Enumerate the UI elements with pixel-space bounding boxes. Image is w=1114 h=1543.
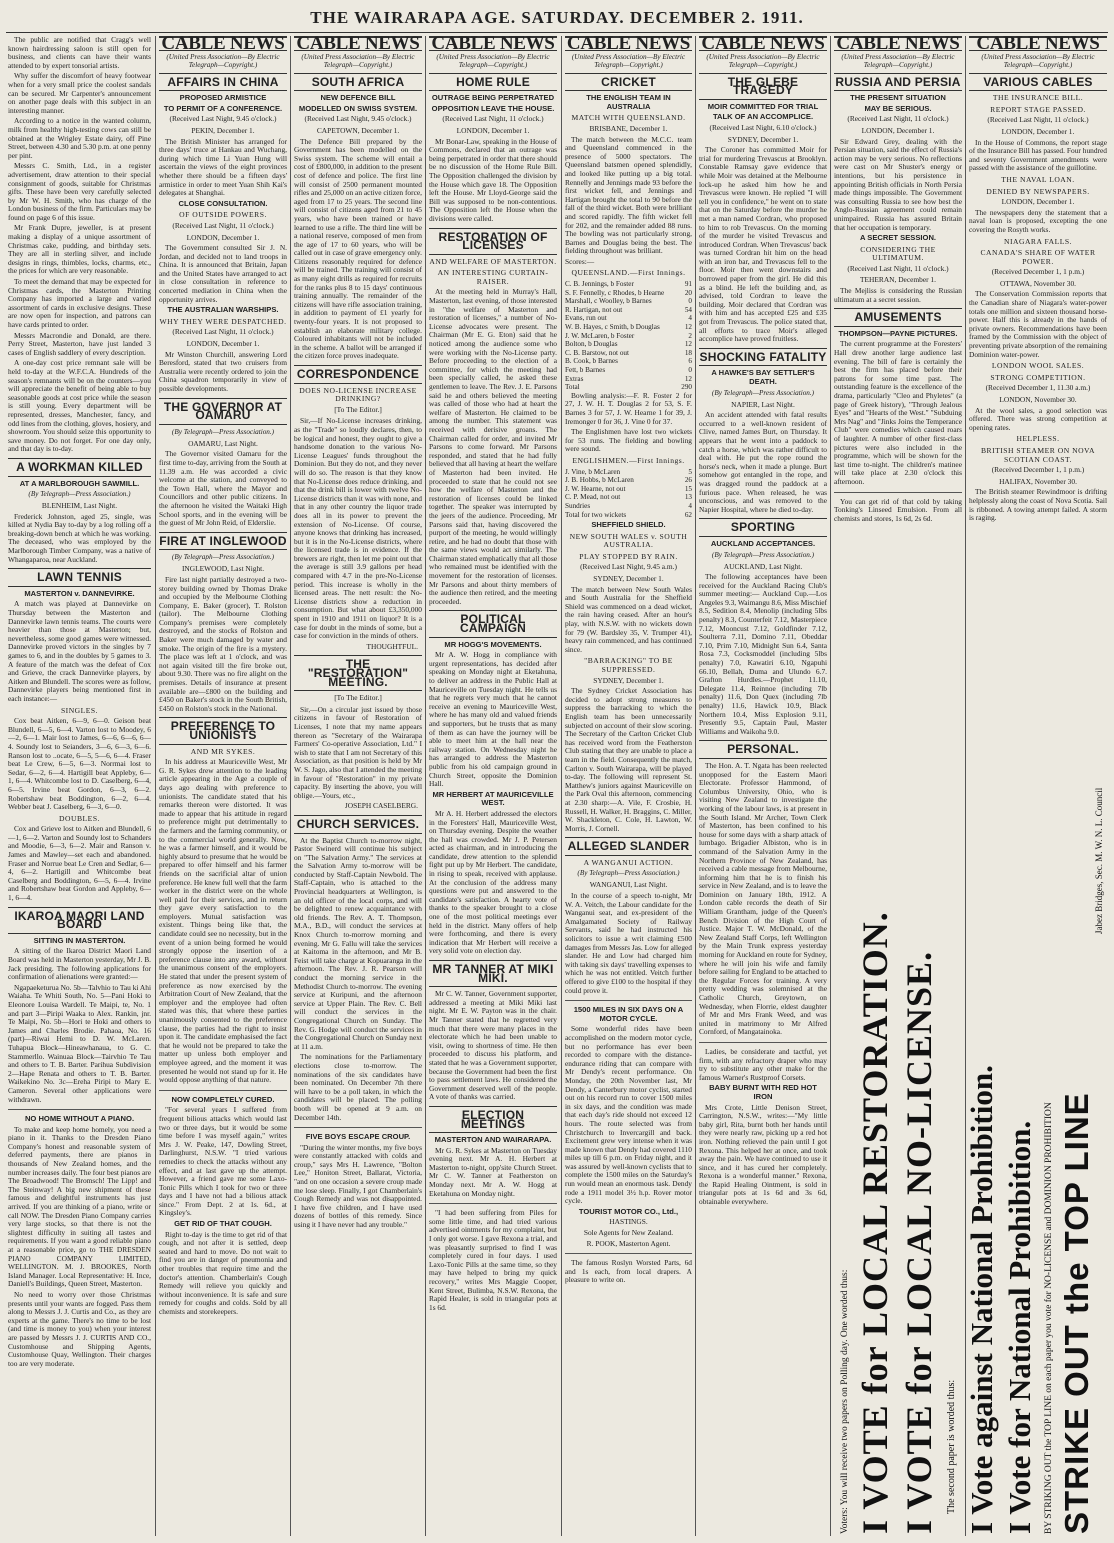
article-body: The Defence Bill prepared by the Government has been modelled on the Swiss system. The scheme will entail a cost of £800,000, in addition to the present cost of defence and police. The first line will consist of 2500 permanent mounted rifles and 25,000 on an active citizen force, aged from 17 to 25 years. The second line will consist of citizens aged from 21 to 45 years, who have been trained or have learned to use a rifle. The third line will be a national reserve, composed of men from the age of 17 to 60 years, who will be called out in case of grave emergency only. Citizens reasonably required for defence will be trained. The training will consist of as many eight drills as required for recruits for the ranks plus 8 to 15 days' continuous training annually. The remainder of the citizens will have rifle association training, in addition to payment of £1 yearly for twenty-four years. It is not proposed to establish an elaborate military college. Coloured inhabitants will not be included in the scheme. A ballot will be arranged if the citizen force proves inadequate. <box>294 136 422 361</box>
batsman: J. B. Hobbs, b McLaren <box>565 476 634 485</box>
subheadline: AUCKLAND ACCEPTANCES. <box>710 538 816 548</box>
cable-news-heading: CABLE NEWS <box>294 36 422 51</box>
subheadline: TO PERMIT OF A CONFERENCE. <box>163 103 283 113</box>
vote-advertisement-rotated <box>836 628 1108 1534</box>
dateline: SYDNEY, December 1. <box>593 574 664 584</box>
advertisement-body: You can get rid of that cold by taking Tonking's Linseed Emulsion. From all chemists and stores, 1s 6d, 2s 6d. <box>834 496 962 523</box>
press-credit: (By Telegraph—Press Association.) <box>28 490 131 499</box>
score-row <box>565 289 692 298</box>
column-south-africa <box>294 36 422 1536</box>
column-divider <box>155 36 156 1536</box>
runs: 18 <box>684 348 692 357</box>
runs: 12 <box>684 374 692 383</box>
dateline: PEKIN, December 1. <box>191 125 255 135</box>
press-credit: (By Telegraph—Press Association.) <box>711 388 815 397</box>
ad-headline: GET RID OF THAT COUGH. <box>174 1219 272 1229</box>
headline: HOME RULE <box>429 73 557 92</box>
batsman: C. P. Mead, not out <box>565 493 621 502</box>
news-paragraph: A one-day cost price remnant sale will be held to-day at the W.F.C.A. Hundreds of the season's remnants will be on the counters—you will appreciate the benefit of being able to buy seasonable goods at cost price while the season is still young. Every department will be represented, dresses, Manchester, fancy, and odd lines from the clothing, gloves, hosiery, and showroom. You should seize this opportunity to save money. Do not forget. For one day only, and that day is to-day. <box>8 358 151 454</box>
subheadline: AN INTERESTING CURTAIN-RAISER. <box>437 268 549 286</box>
subheadline: MASTERTON AND WAIRARAPA. <box>434 1135 552 1145</box>
advertisement-body: "For several years I suffered from frequent bilious attacks which would last two or three days, but it would be some time before I was myself again," writes Mrs J. W. Peake, 147, Dowling Street, Darlinghurst, N.S.W. "I tried various remedies to check the attacks without any effect, and at last gave up the attempt. However, a friend gave me some Laxo-Tonic Pills which I took for two or three days and I have not had a bilious attack since." From Dept. 2 at 1s. 6d., at Kingsley's. <box>159 1105 287 1218</box>
article-body: The current programme at the Foresters' Hall drew another large audience last evening. The bill of fare is certainly the best the firm has placed before their patrons for some time past. The outstanding feature is the excellence of the drama, particularly "Cleo and Phyletes" (a page of Greek history), "Through Jealous Eyes" and "Hearts of the West." "Subduing Mrs Nag" and "Jinks Joins the Temperance Club" were comedies which caused roars of laughter. A number of other first-class pictures were also included in the programme, which will be shown for the last time to-night. The children's matinee will take place at 2.30 o'clock this afternoon. <box>834 339 962 486</box>
article-body: Mr A. H. Herbert addressed the electors in the Foresters' Hall, Mauriceville West, on Thursday evening. Despite the weather the hall was crowded. Mr J. P. Petersen acted as chairman, and in introducing the candidate, drew attention to the splendid fight put up by Mr Herbert. The candidate, in rising to speak, received with applause. At the conclusion of the address many questions were put and answered to the candidate's satisfaction. A hearty vote of thanks to the speaker brought to a close one of the most political meetings ever held in the district. Many offers of help were forthcoming, and there is every indication that Mr Herbert will receive a very solid vote on election day. <box>429 808 557 956</box>
score-row <box>565 375 692 384</box>
editor-note: [To The Editor.] <box>334 404 382 414</box>
section-label: DOUBLES. <box>59 813 100 823</box>
rule <box>834 492 962 493</box>
vote-strike-out: STRIKE OUT the TOP LINE <box>1058 1092 1095 1534</box>
column-glebe-tragedy <box>699 36 827 1536</box>
headline: CRICKET <box>565 73 692 92</box>
subheadline: HELPLESS. <box>1016 434 1060 444</box>
rule <box>8 1109 151 1110</box>
dateline: LONDON, November 30. <box>999 395 1077 404</box>
subheadline: OPPOSITION LEAVE THE HOUSE. <box>431 103 555 113</box>
press-credit: (United Press Association—By Electric Telegraph—Copyright.) <box>301 52 415 69</box>
ad-headline: FIVE BOYS ESCAPE CROUP. <box>305 1132 411 1142</box>
subheadline: NEW SOUTH WALES v. SOUTH AUSTRALIA. <box>569 531 688 550</box>
score-row <box>565 297 692 306</box>
editor-note: [To The Editor.] <box>334 693 382 703</box>
subheadline: SHEFFIELD SHIELD. <box>591 520 666 530</box>
dateline: CAPETOWN, December 1. <box>316 125 400 135</box>
subheadline: WHY THEY WERE DESPATCHED. <box>159 316 287 326</box>
received-time: (Received Last Night, 9.45 o'clock.) <box>304 114 412 124</box>
score-row <box>565 476 692 485</box>
subheadline: SITTING IN MASTERTON. <box>33 935 126 945</box>
ad-location: HASTINGS. <box>609 1217 648 1227</box>
letter-signature: JOSEPH CASELBERG. <box>344 801 418 811</box>
cable-news-heading: CABLE NEWS <box>566 36 691 54</box>
article-body: Sir Edward Grey, dealing with the Persian situation, said the effect of Russia's action may be very serious. No reflections were cast on Mr Shuster's energy or intentions, but his persistence in appointing British officials in North Persia made things impossible. The Government was consulting Russia to see how best the Anglo-Russian agreement could remain unimpaired. Russia has assured Britain that her occupation is temporary. <box>834 136 962 232</box>
advertisement-body: Right to-day is the time to get rid of that cough, and not after it is settled, deep seated and hard to move. Do not wait to find you are in danger of pneumonia and other troubles that require time and the doctor's attention. Chamberlain's Cough Remedy will relieve you quickly and without inconvenience. It is safe and sure remedy for coughs and colds. Sold by all chemists and storekeepers. <box>159 1229 287 1316</box>
score-row <box>565 349 692 358</box>
article-body: The following acceptances have been received for the Auckland Racing Club's summer meeting:— Auckland Cup.—Los Angeles 9.3, Waimangu 8.6, Miss Mischief 8.5, Sedition 8.4, Menolip (including 5lbs penalty) 8.3, Counterfeit 7.12, Masterpiece 7.12, Mooncust 7.12, Goldfinder 7.12, Soulterra 7.11, Domino 7.11, Obeddar 7.10, Prim 7.10, Midnight Sun 6.4, Santa Rosa 7.3, Cocksmoddel (including 5lbs penalty) 7.0, Kawatiri 6.10, Ngapuhi 66.10, Bellah, Duma and Ulundo 6.7. Grafton Hurdles.—Prophet 11.10, Delegate 11.4, Reinnoe (including 7lb penalty) 11.6, Don Quex (including 7lb penalty) 11.6, Hawick 10.9, Black Northern 10.4, Miss Explosion 9.11, Presently 9.5, Captain Paul, Master Williams and Waikoha 9.0. <box>699 572 827 736</box>
headline: MR TANNER AT MIKI MIKI. <box>429 960 557 987</box>
subheadline: THE NAVAL LOAN. <box>1001 174 1075 184</box>
subheadline: CLOSE CONSULTATION. <box>178 198 268 208</box>
subheadline: CANADA'S SHARE OF WATER POWER. <box>980 248 1096 266</box>
column-local-news <box>8 36 151 1536</box>
batsman: Sundries <box>565 501 591 510</box>
section-label: SINGLES. <box>60 705 99 715</box>
article-body: The Englishmen have lost two wickets for 53 runs. The fielding and bowling were sound. <box>565 427 692 454</box>
subheadline: CONSIDERING THE ULTIMATUM. <box>860 244 936 263</box>
subheadline: NIAGARA FALLS. <box>1003 236 1073 246</box>
article-body: The Coroner has committed Moir for trial for murdering Trevascus at Brooklyn. Constable Ramsay gave evidence that while Moir was detained at the Melbourne lock-up he asked him how he and Trevascus were known. He replied "I will tell you in confidence," he went on to state that on the Saturday before the murder he met a man named Cordran, who proposed to him to rob Trevascus. On the morning of the murder he visited Trevascus and introduced Cordran. When Trevascus' back was turned Cordran hit him on the head with an iron bar, and Trevascus fell to the floor. Moir then went downstairs and borrowed paper from the girl. He did this as a blind. He left the building and, as advised, told Cordran to leave the building. Moir declared that Cordran was with him and has accepted £25 and £35 got from Trevascus. The police stated that, all efforts to trace Moir's alleged accomplice have proved fruitless. <box>699 145 827 344</box>
headline: FIRE AT INGLEWOOD <box>159 532 287 551</box>
dateline: OAMARU, Last Night. <box>188 438 258 448</box>
runs: 12 <box>684 340 692 349</box>
headline: A WORKMAN KILLED <box>8 458 151 477</box>
dateline: OTTAWA, November 30. <box>1000 278 1076 288</box>
received-time: (Received Last Night, 11 o'clock.) <box>847 114 949 124</box>
received-time: (Received Last Night, 11 o'clock.) <box>442 114 544 124</box>
article-body: The match between the M.C.C. team and Queensland commenced in the presence of 5000 spectators. The Queensland batsmen opened splendidly, and looked like putting up a big total. Rennelly and Jennings made 93 before the first wicket fell, and Jennings and Hartigan brought the total to 90 before the fall of the third wicket. Both were brilliant and scored rapidly. The fifth wicket fell for 202, and the remainder added 88 runs. The bowling was not particularly strong, Barnes and Douglas being the best. The fielding throughout was brilliant. <box>565 134 692 256</box>
innings-heading: ENGLISHMEN.—First Innings. <box>572 455 685 465</box>
runs: 13 <box>684 493 692 502</box>
score-row <box>565 306 692 315</box>
received-time: (Received Last Night, 11 o'clock.) <box>172 220 274 230</box>
column-various-cables <box>969 36 1107 626</box>
runs: 4 <box>688 314 692 323</box>
batsman: B. Cook, b Barnes <box>565 357 618 366</box>
article-body: The Conservation Commission reports that the Canadian share of Niagara's water-power totals one million and sixteen thousand horse-power. Half this is already in the hands of private owners. Recommendations have been framed by the Commission with the object of preventing private absorption of the remaining Dominion water-power. <box>969 289 1107 359</box>
article-body: A match was played at Dannevirke on Thursday between the Masterton and Dannevirke lawn tennis teams. The courts were heavier than those at Masterton; but, nevertheless, some good games were witnessed. Dannevirke proved victors in the singles by 7 games to 6, and in the doubles by 5 games to 3. A feature of the match was the defeat of Cox and Grieve, the crack Dannevirke players, by Aitken and Blundell. The scores were as follow, Dannevirke players being mentioned first in each instance:— <box>8 599 151 703</box>
article-body: The nominations for the Parliamentary elections close to-morrow. The nominations of the six candidates have been nominated. On December 7th there will have to be a poll taken, in which the candidates will be placed. The polling booth will be opened at 9 a.m. on December 14th. <box>294 1052 422 1122</box>
subheadline: THE AUSTRALIAN WARSHIPS. <box>167 305 279 315</box>
runs: 0 <box>688 366 692 374</box>
cable-news-heading: CABLE NEWS <box>969 36 1107 51</box>
received-time: (Received December 1, 11.30 a.m.) <box>985 383 1091 393</box>
press-credit: (By Telegraph—Press Association.) <box>171 427 275 436</box>
score-row <box>565 340 692 349</box>
dateline: INGLEWOOD, Last Night. <box>181 564 265 574</box>
subheadline: A WANGANUI ACTION. <box>583 857 674 867</box>
score-row <box>565 323 692 332</box>
headline: POLITICAL CAMPAIGN <box>429 610 557 637</box>
ad-headline: NO HOME WITHOUT A PIANO. <box>24 1114 135 1124</box>
subheadline: BRITISH STEAMER ON NOVA SCOTIAN COAST. <box>980 445 1096 464</box>
news-paragraph: Mr Frank Dupre, jeweller, is at present making a display of a unique assortment of Christmas cake, pudding, and birthday sets. They are all in sterling silver, and include designs in rings, thimbles, locks, charms, etc., the prices for which are very reasonable. <box>8 223 151 276</box>
news-paragraph: To meet the demand that may be expected for Christmas cards, the Masterton Printing Company has imported a large and varied assortment of cards in exclusive designs. These are now open for inspection, and patrons can have cards printed to order. <box>8 277 151 329</box>
headline: AFFAIRS IN CHINA <box>159 73 287 92</box>
subheadline: DENIED BY NEWSPAPERS. <box>986 186 1090 196</box>
article-body: In his address at Mauriceville West, Mr G. R. Sykes drew attention to the leading article appearing in the Age a couple of days ago dealing with preference to unionists. The candidate stated that his remarks thereon were distorted. It was made to appear that his attitude in regard to preference might put detrimentally to the farmers and the farming community, or to the commercial world generally. Now, he was a farmer himself, and it would be highly absurd to presume that he would be prepared to offer himself and his farmer friends on the sacrificial altar of union preference. He knew full well that the farm worker in the district were on the whole well paid for their services, and in return they gave every satisfaction to the employers. Mutual satisfaction was existent. Things being like that, the candidate could see no necessity, but in the event of a union being formed he would strongly oppose the insertion of a preference clause into any award, without the unanimous consent of the employers. He stated that under the present system of preference as now exercised by the Arbitration Court of New Zealand, that the employer and the employee had often stated was this, that where these parties unanimously consented to the preference clause, the parties had the right to insist upon it. The candidate emphasised the fact that he would not be prepared to take the matter up unless both employer and employee agreed, and the moment it was presented he would not stand up for it. He would oppose anything of that nature. <box>159 757 287 1085</box>
column-china <box>159 36 287 1536</box>
scorecard <box>565 468 692 511</box>
headline: CORRESPONDENCE <box>294 365 422 384</box>
article-body: Mr Bonar-Law, speaking in the House of Commons, declared that an outrage was being perpetrated in order that there should be no discussion of the Home Rule Bill. The Opposition challenged the division by the House which gave 18. The Opposition left the House. Mr Lloyd-George said the Bill was supposed to be non-contentious. The Opposition left the House when the divisions were called. <box>429 136 557 223</box>
headline: RESTORATION OF LICENSES <box>429 228 557 255</box>
received-time: (Received Last Night, 9.45 o'clock.) <box>169 114 277 124</box>
runs: 0 <box>688 297 692 306</box>
news-paragraph: According to a notice in the wanted column, milk from healthy high-testing cows can still be obtained at the Wrigley Estate dairy, off Pine Street, between 4.30 and 5.30 p.m. at one penny per pint. <box>8 116 151 160</box>
article-body: In the course of a speech to-night, Mr W. A. Veitch, the Labour candidate for the Wanganui seat, and ex-president of the Amalgamated Society of Railway Servants, said he had instructed his solicitors to issue a writ claiming £500 damages from Messrs Jas. Low for alleged slander. He and Low had charged him with taking six days' travelling expenses to which he was not entitled. Veitch further offered to give £100 to the hospital if they could prove it. <box>565 891 692 995</box>
subheadline: MASTERTON v. DANNEVIRKE. <box>24 588 135 598</box>
batsman: Bolton, b Douglas <box>565 340 618 349</box>
dateline: WANGANUI, Last Night. <box>589 880 668 890</box>
subheadline: THE INSURANCE BILL. <box>992 93 1084 103</box>
subheadline: OF OUTSIDE POWERS. <box>179 210 267 220</box>
press-credit: (By Telegraph—Press Association.) <box>711 550 815 559</box>
scores-label: Scores:— <box>565 256 595 266</box>
headline: PREFERENCE TO UNIONISTS <box>159 717 287 744</box>
subheadline: A HAWKE'S BAY SETTLER'S DEATH. <box>711 368 815 386</box>
vote-intro: Voters: You will receive two papers on Polling day. One worded thus: <box>840 1269 850 1534</box>
column-divider <box>425 36 426 1536</box>
score-row <box>565 332 692 341</box>
subheadline: MOIR COMMITTED FOR TRIAL <box>707 101 819 111</box>
score-row <box>565 502 692 511</box>
article-body: The British steamer Rewindmoor is drifting helplessly along the coast of Nova Scotia. Sail is ribboned. A towing attempt failed. A storm is raging. <box>969 487 1107 523</box>
batsman: C. B. Barstow, not out <box>565 348 630 357</box>
runs: 15 <box>684 484 692 493</box>
subheadline: MAY BE SERIOUS. <box>864 103 932 113</box>
article-body: The newspapers deny the statement that a naval loan is proposed, excepting the one covering the Rosyth works. <box>969 207 1107 234</box>
runs: 91 <box>684 280 692 289</box>
dateline: HALIFAX, November 30. <box>999 476 1077 486</box>
column-divider <box>830 36 831 1536</box>
news-paragraph: Why suffer the discomfort of heavy footwear when for a very small price the coolest sandals can be secured. Mr Carpenter's announcement on another page deals with this subject in an interesting manner. <box>8 71 151 115</box>
received-time: (Received Last Night, 11 o'clock.) <box>847 263 949 273</box>
column-divider <box>695 36 696 1536</box>
vote-line-for-prohibition: I Vote for National Prohibition. <box>1002 1120 1037 1534</box>
bowling-analysis: Bowling analysis:—F. R. Foster 2 for 27, J. W. H. T. Douglas 2 for 53, S. F. Barnes 3 for 57, J. W. Hearne 1 for 39, J. Iremonger 0 for 36, J. Vine 0 for 37. <box>565 390 692 426</box>
letter-body: Sir,—On a circular just issued by those citizens in favour of Restoration of Licenses, I note that my name appears thereon as "Secretary of the Wairarapa Farmers' Co-operative Association, Ltd." I wish to state that I am not Secretary of this Association, as that position is held by Mr W. S. Jago, also that I attended the meeting in favour of "Restoration" in my private capacity. By inserting the above, you will oblige.—Yours, etc., <box>294 704 422 800</box>
article-body: Fire last night partially destroyed a two-storey building owned by Thomas Drake and occupied by the Melbourne Clothing Company, E. Baker (grocer), T. Rolston (tailor). The Melbourne Clothing Company's premises were completely destroyed, and the stocks of Rolston and Baker were much damaged by water and smoke. The origin of the fire is a mystery. The place was left at 1 o'clock, and was not again visited till the fire broke out, about 9.30. There was no fire alight on the premises. Details of insurance at present available are—£800 on the building and £450 on Baker's stock in the South British, £450 on Rolston's stock in the National. <box>159 574 287 713</box>
press-credit: (United Press Association—By Electric Telegraph—Copyright.) <box>436 52 550 69</box>
vote-instruction: BY STRIKING OUT the TOP LINE on each paper you vote for NO-LICENSE and DOMINION PROHIBITION <box>1044 1102 1054 1534</box>
subheadline: MODELLED ON SWISS SYSTEM. <box>298 103 418 113</box>
rule <box>294 1127 422 1128</box>
runs: 12 <box>684 323 692 332</box>
advertisement-body: "I had been suffering from Piles for some little time, and had tried various advertised ointments for my complaint, but I only got worse. I gave Rexona a trial, and was pleasantly surprised to find I was completely cured in four days. I used Laxo-Tonic Pills at the same time, so they may have helped to bring my quick recovery," writes Mrs Maggie Cooper, Kent Street, Bulimba, N.S.W. Rexona, the Rapid Healer, is sold in triangular pots at 1s 6d. <box>429 1208 557 1312</box>
advertisement-body: To make and keep home homely, you need a piano in it. Thanks to the Dresden Piano Company's honest and reasonable system of deferred payments, there are pianos in thousands of New Zealand homes, and the number increases daily. The four best pianos are The Broadwood! The Bromsch! The Lipp! and The Steinway! A big new shipment of these famous and delightful instruments has just arrived. If you are thinking of a piano, write or call NOW. The Dresden Piano Company carries very large stocks, so that there is not the slightest difficulty in suiting all tastes and requirements. If you want a good reliable piano at a reasonable price, go to THE DRESDEN PIANO COMPANY LIMITED, WELLINGTON. M. J. BROOKES, North Island Manager. Local Representative: H. Ince, Daniell's Buildings, Queen Street, Masterton. <box>8 1124 151 1289</box>
runs: 54 <box>684 305 692 314</box>
ad-headline: NOW COMPLETELY CURED. <box>171 1094 275 1104</box>
headline: LAWN TENNIS <box>8 568 151 587</box>
subheadline: AT A MARLBOROUGH SAWMILL. <box>19 478 140 488</box>
advertisement-body: Mrs Crote, Little Denison Street, Carrington, N.S.W., writes:—"My little baby girl, Rita, burnt both her hands until they were nearly raw, picking up a red hot iron. Nothing relieved the pain until I got Rexona. This helped her at once, and took away the pain. We have continued to use it since, and it has cured her completely. Rexona is a wonderful manner." Rexona, the Rapid Healing Ointment, is sold in triangular pots at 1s 6d and 3s 6d, obtainable everywhere. <box>699 1102 827 1207</box>
runs: 26 <box>684 476 692 485</box>
article-body: A sitting of the Ikaroa District Maori Land Board was held in Masterton yesterday, Mr J. B. Jack presiding. The following applications for confirmation of alienations were granted:— <box>8 946 151 982</box>
dateline: LONDON, December 1. <box>456 125 530 135</box>
headline: SPORTING <box>699 518 827 537</box>
article-body: The Hon. A. T. Ngata has been reelected unopposed for the Eastern Maori Electorate. Professor Hammond, of Columbus University, Ohio, who is visiting New Zealand to investigate the working of the labour laws, is at present in the South Island. Mr Archer, Town Clerk of Masterton, has been confined to his house for some days with a sharp attack of lumbago. Brigadier Albiston, who is in command of the Salvation Army in the Northern Province of New Zealand, has received a cable message from Melbourne, informing him that he is to finish his service in New Zealand, and is to leave the Dominion on January 18th, 1912. A London cable records the death of Sir William Grantham, judge of the Queen's Bench Division of the High Court of Justice. Major T. W. McDonald, of the New Zealand Staff Corps, left Wellington by the Main Trunk express yesterday morning for Auckland en route for Sydney, where he will join his wife and family before sailing for England to be attached to the Regular Forces for training. A very pretty wedding was solemnised at the Catholic Church, Greytown, on Wednesday, when Florrie, eldest daughter of Mr and Mrs Frank Weed, and was united in matrimony to Mr Alfred Cornford, of Mangatainoka. <box>699 760 827 1037</box>
news-paragraph: Messrs Macrondie and Donald, are there. Perry Street, Masterton, have just landed 3 cases of English saddlery of every description. <box>8 330 151 357</box>
article-body: An accident attended with fatal results occurred to a well-known resident of Clive, named James Burt, on Thursday. It appears that he went into a paddock to catch a horse, which was rather difficult to deal with. He put the rope round the horse's neck, when it made a plunge. Burt somehow got entangled in the rope, and was dragged round the paddock at a furious pace. When released, he was unconscious, and was removed to the Napier Hospital, where he died to-day. <box>699 410 827 514</box>
innings-heading: QUEENSLAND.—First Innings. <box>571 268 686 278</box>
advertisement-body: No need to worry over those Christmas presents until your wants are fogged. Pass them along to Messrs J. J. Curtis and Co., as they are experts at the game. There's no time to be lost (and time is money to you) when your interest are passed by Messrs J. J. CURTIS AND CO., Customhouse and Shipping Agents, Customhouse Quay, Wellington. Their charges too are very moderate. <box>8 1289 151 1368</box>
subheadline: AND WELFARE OF MASTERTON. <box>429 256 557 266</box>
headline: ALLEGED SLANDER <box>565 837 692 856</box>
subheadline: OUTRAGE BEING PERPETRATED <box>431 93 555 103</box>
article-body: The British Minister has arranged for three days' truce at Hankau and Wuchang, during which time Li Yuan Hung will ascertain the views of the eight provinces whether there should be a fifteen days' armistice in order to meet Yuan Shih Kai's delegates at Shanghai. <box>159 136 287 198</box>
dateline: NAPIER, Last Night. <box>731 399 795 409</box>
batsman: S. F. Fennelly, c Rhodes, b Hearne <box>565 288 665 297</box>
vote-advertisement <box>836 628 1108 1534</box>
runs: 4 <box>688 501 692 510</box>
advertisement-body: The famous Roslyn Worsted Parts, 6d and 1s each, from local drapers. A pleasure to write on. <box>565 1258 692 1285</box>
score-row <box>565 357 692 366</box>
subheadline: MATCH WITH QUEENSLAND. <box>571 113 686 123</box>
article-body: Mr A. W. Hogg in compliance with urgent representations, has decided after speaking on Monday night at Eketahuna, to deliver an address in the Public Hall at Mauriceville on Tuesday night. He tells us that he regrets very much that he cannot receive an evening to Mauriceville West, where he has many old and valued friends and supporters, but he trusts that as many of them as can have the journey will be able to meet him at the hall near the railway station. On Wednesday night he has arranged to address the Masterton public from his old campaign ground in Church Street, opposite the Dominion Hall. <box>429 650 557 789</box>
subheadline: NEW DEFENCE BILL <box>320 93 396 103</box>
headline: THE GLEBE TRAGEDY <box>699 73 827 100</box>
total-value: 290 <box>681 383 692 392</box>
total-label: Total <box>565 383 580 392</box>
advertisement-body: Some wonderful rides have been accomplished on the modern motor cycle, but no performance has ever been recorded to compare with the distance-endurance riding that can compare with Mr Dendy's recent performance. On Monday, the 20th November last, Mr Dendy, a Canterbury motor cyclist, started out on his record run to cover 1500 miles in six days, and the condition was made that each day's ride should not exceed 12 hours. The route selected was from Christchurch to Invercargill and back. Excitement grew very intense when it was made known that Dendy had covered 1110 miles up till 6 p.m. on Friday night, and it was assured by well-known cyclists that to complete the 1500 miles on the Saturday's run would mean an enormous task. Dendy rode a 1911 model 3½ h.p. Rover motor cycle. <box>565 1024 692 1206</box>
cable-news-heading: CABLE NEWS <box>699 36 827 51</box>
subheadline: PROPOSED ARMISTICE <box>179 93 267 103</box>
batsman: Marshall, c Woolley, b Barnes <box>565 297 652 306</box>
column-cricket <box>565 36 692 1536</box>
article-body: The Government consulted Sir J. N. Jordan, and decided not to land troops in China. It is announced that Britain, Japan and the United States have arranged to act in close consultation in reference to concerted mediation in China when the opportunity arrives. <box>159 243 287 304</box>
headline: PERSONAL. <box>699 740 827 759</box>
batsman: Extras <box>565 374 584 383</box>
subheadline: THE PRESENT SITUATION <box>850 93 946 103</box>
article-body: Mr Winston Churchill, answering Lord Beresford, stated that two cruisers from Australia were recently ordered to join the China squadron temporarily in view of possible developments. <box>159 349 287 393</box>
score-row <box>565 280 692 289</box>
received-time: (Received Last Night, 6.10 o'clock.) <box>709 122 817 132</box>
total-value: 62 <box>684 510 692 519</box>
article-body: Mr G. R. Sykes at Masterton on Tuesday evening next. Mr A. H. Herbert at Masterton to-night, opp'site Church Street. Mr C. W. Tanner at Featherston on Monday next. Mr A. W. Hogg at Eketahuna on Monday night. <box>429 1145 557 1198</box>
rule <box>565 1000 692 1001</box>
score-row <box>565 493 692 502</box>
headline: IKAROA MAORI LAND BOARD <box>8 907 151 934</box>
scorecard-total <box>565 511 692 520</box>
total-label: Total for two wickets <box>565 510 627 519</box>
masthead-rule <box>6 32 1108 33</box>
column-divider <box>561 36 562 1536</box>
vote-line-no-license: I VOTE for LOCAL NO-LICENSE. <box>899 950 939 1534</box>
runs: 5 <box>688 467 692 476</box>
dateline: AUCKLAND, Last Night. <box>723 561 803 571</box>
subheadline: PLAY STOPPED BY RAIN. <box>579 551 678 561</box>
article-body: The Mejliss is considering the Russian ultimatum at a secret session. <box>834 286 962 304</box>
article-body: In the House of Commons, the report stage of the Insurance Bill has passed. Four hundred and seventy Government amendments were passed with the assistance of the guillotine. <box>969 137 1107 173</box>
subheadline: THE ENGLISH TEAM IN AUSTRALIA <box>586 93 671 111</box>
press-credit: (By Telegraph—Press Association.) <box>171 553 275 562</box>
received-time: (Received December 1, 1 p.m.) <box>991 465 1085 475</box>
dateline: BRISBANE, December 1. <box>589 123 668 133</box>
batsman: J. Vine, b McLaren <box>565 467 621 476</box>
rule <box>159 1090 287 1091</box>
vote-second-paper: The second paper is worded thus: <box>946 1379 957 1514</box>
advertisement-body: Ladies, be considerate and tactful, yet firm, with any refractory draper who may try to substitute any other make for the famous Warner's Rustproof Corsets. <box>699 1046 827 1082</box>
scorecard <box>565 280 692 383</box>
dateline: LONDON, December 1. <box>186 339 260 349</box>
batsman: C. B. Jennings, b Foster <box>565 280 634 289</box>
rule <box>429 1203 557 1204</box>
dateline: BLENHEIM, Last Night. <box>41 501 118 511</box>
headline: RUSSIA AND PERSIA <box>834 73 962 92</box>
headline: SOUTH AFRICA <box>294 73 422 92</box>
subheadline: STRONG COMPETITION. <box>990 372 1086 382</box>
news-paragraph: The public are notified that Cragg's well known hairdressing saloon is still open for business, and clients can have their wants attended to by expert tonsorial artists. <box>8 36 151 70</box>
batsman: J. W. Hearne, not out <box>565 484 626 493</box>
column-russia-persia <box>834 36 962 626</box>
batsman: Fett, b Barnes <box>565 366 606 374</box>
ad-headline: 1500 MILES IN SIX DAYS ON A MOTOR CYCLE. <box>573 1005 684 1023</box>
article-body: Ngapaeketurua No. 5b—Talvhio to Tau ki Ahi Waiaha. Te Whiti South, No. 5—Pani Hoki to Eleonore Louisa Wardell. Te Maipi, te, No. 1 and part 3—Piripi Waaka to Alex. Rankin, jnr. Te Maipi, No. 5b—Hori te Hoki and others to James and Charles Brodie. Pahaoa, No. 16 (part)—Riwai Hemi to D. W. McLaren. Tuhapua Block—Hineawhanaua, to G. C. Stammerllo. Wainuaa Block—Tairvhio Te Tau and others to T. B. Barter. Parihua Subdivision 2—Hape Renata and others to T. B. Barter. Waikekino No. 3c—Ereha Piripi to Mary E. Cameron. Several other applications were withdrawn. <box>8 982 151 1104</box>
vote-line-against-prohibition: I Vote against National Prohibition. <box>964 1065 999 1534</box>
score-row <box>565 366 692 375</box>
dateline: LONDON, December 1. <box>1001 197 1075 207</box>
rule <box>565 1253 692 1254</box>
article-body: The match between New South Wales and South Australia for the Sheffield Shield was commenced on a dead wicket, the rain having ceased. After an hour's play, with N.S.W. with no wickets down for 79 (W. Bardsley 35, V. Trumper 41), heavy rain commenced, and has continued since. <box>565 584 692 654</box>
ad-company: TOURIST MOTOR CO., Ltd., <box>578 1206 679 1216</box>
dateline: LONDON, December 1. <box>861 125 935 135</box>
headline: ELECTION MEETINGS <box>429 1106 557 1133</box>
batsman: W. B. Hayes, c Smith, b Douglas <box>565 323 660 332</box>
results-list: Cox and Grieve lost to Aitken and Blundell, 6—1, 6—2. Varton and Soundy lost to Schanders and Moodie, 6—3, 6—2. Mair and Ranson v. James and Mawley—set each and abandoned. Fraser and Norrue beat Le Cren and Sedlar, 6—4, 6—2. Hartigill and Whitcombe beat Caselberg and Boddington, 6—5, 6—4. Irvine and Robertshaw beat Gordon and Appleby, 6—1, 6—4. <box>8 824 151 903</box>
vote-signature: Jabez Bridges, Sec. M. W. N. L. Council <box>1094 787 1104 934</box>
article-body: Mr C. W. Tanner, Government supporter, addressed a meeting at Miki Miki last night. Mr E. W. Payton was in the chair. Mr Tanner stated that he regretted very much that there were many places in the electorate which he had been unable to visit, owing to shortness of time. He then proceeded to discuss his platform, and stated that he was a Government supporter, because the Government had been the first to pass settlement laws. He considered the Government deserved well of the people. A vote of thanks was carried. <box>429 989 557 1102</box>
cable-news-heading: CABLE NEWS <box>159 36 287 51</box>
score-row <box>565 314 692 323</box>
press-credit: (United Press Association—By Electric Telegraph—Copyright.) <box>981 52 1095 69</box>
subheadline: MR HERBERT AT MAURICEVILLE WEST. <box>432 789 554 808</box>
results-list: Cox beat Aitken, 6—9, 6—0. Geison beat Blundell, 6—5, 6—4. Varton lost to Moodey, 6—2, 6—1. Mair lost to James, 6—6, 6—6, 6—4. Soundy lost to Seianders, 3—6, 6—3, 6—6. Ranson lost to ..ocate, 6—5, 5—6, 6—4. Fraser beat Le Crew, 6—5, 6—3. Norrmai lost to Sedar, 6—2, 6—4. Hartigill beat Appleby, 6—1, 6—4. Whitcombe lost to D. Caselberg, 6—4, 6—5. Irvine beat Gordon, 6—3, 6—2. Robertshaw beat Boddington, 6—2, 6—4. Webber beat J. Caselberg, 6—3, 6—0. <box>8 716 151 812</box>
advertisement-body: "During the winter months, my five boys were constantly attacked with colds and croup," says Mrs H. Lawrence, "Bolton Lee," Honiton Street, Ballarat, Victoria, "and on one occasion a severe croup made me lose sleep. Finally, I got Chamberlain's Cough Remedy and was not disappointed. I have five children, and I have used dozens of bottles of this remedy. Since using it I have never had any trouble." <box>294 1142 422 1230</box>
ad-headline: BABY BURNT WITH RED HOT IRON <box>709 1083 817 1101</box>
headline: THE "RESTORATION" MEETING. <box>294 655 422 691</box>
headline: SHOCKING FATALITY <box>699 348 827 367</box>
ad-text: Sole Agents for New Zealand. <box>583 1228 674 1238</box>
article-body: At the meeting held in Murray's Hall, Masterton, last evening, of those interested in "the welfare of Masterton and restoration of licenses," a number of No-License advocates were present. The Chairman (Mr E. G. Eton) said that he noticed among the audience some who were working with the No-License party. Before proceeding to the election of a committee, for which the meeting had been specially called, he asked these gentlemen to leave. The Rev. J. E. Parsons said he and others believed the meeting was called of those who had at heart the welfare of Masterton. He claimed to be among the number. This statement was received with derisive groans. The Chairman called for order, and invited Mr Parsons to come forward. Mr Parsons responded, and stated that he had fully believed that all having at heart the welfare of Masterton had been invited. He proceeded to state that he could not see how the welfare of Masterton and the restoration of licenses could be linked together. The speaker was interrupted by the jeers of the audience. Proceeding, Mr Parsons said that, having discovered the purport of the meeting, he would willingly retire, and he had no doubt that those with the same views would act similarly. The Chairman stated emphatically that all those who remained must be identified with the movement for the restoration of licenses. Mr Parsons and about thirty members of the audience then retired, and the meeting proceeded. <box>429 287 557 606</box>
press-credit: (United Press Association—By Electric Telegraph—Copyright.) <box>166 52 280 69</box>
subheadline: DOES NO-LICENSE INCREASE DRINKING? <box>299 385 417 404</box>
received-time: (Received December 1, 1 p.m.) <box>991 267 1085 277</box>
subheadline: MR HOGG'S MOVEMENTS. <box>444 639 542 649</box>
rule <box>699 1042 827 1043</box>
score-row <box>565 485 692 494</box>
headline: THE GOVERNOR AT OAMARU <box>159 398 287 425</box>
letter-body: Sir,—If No-License increases drinking, as the "Trade" so loudly declares, then, to be logical and honest, they ought to give a handsome donation to the various No-License Leagues' funds throughout the Dominion. But they do not, and they never will do so. The reason is that they know that No-License does reduce drinking, and that the drink bill is lower with twelve No-License districts than it was with none, and that in any other country the liquor trade does all in its power to prevent the extension of No-License. Of course, anyone knows that drinking has increased, but it is in the No-License districts, where the licensed trade is in evidence. If the brewers are right, then let me point out that the average is still 3.9 gallons per head compared with 4.7 in the pre-No-License period. This increase is wholly in the licensed areas. The nett result: the No-License districts show a reduction in consumption. But what about £3,350,000 spent in 1910 and 1911 on liquor? It is a case for doubt in the minds of some, but a case for conviction in the minds of others. <box>294 416 422 641</box>
column-home-rule <box>429 36 557 1536</box>
runs: 20 <box>684 288 692 297</box>
press-credit: (United Press Association—By Electric Telegraph—Copyright.) <box>841 52 955 69</box>
press-credit: (By Telegraph—Press Association.) <box>577 869 680 878</box>
batsman: R. Hartigan, not out <box>565 305 623 314</box>
received-time: (Received Last Night, 11 o'clock.) <box>987 115 1089 125</box>
dateline: LONDON, December 1. <box>1001 126 1075 136</box>
subheadline: LONDON WOOL SALES. <box>991 361 1085 371</box>
headline: AMUSEMENTS <box>834 308 962 327</box>
letter-signature: THOUGHTFUL. <box>366 641 418 651</box>
subheadline: AND MR SYKES. <box>190 746 256 756</box>
subheadline: "BARRACKING" TO BE SUPPRESSED. <box>584 656 673 674</box>
batsman: Evans, run out <box>565 314 607 323</box>
subheadline: A SECRET SESSION. <box>859 233 937 243</box>
masthead: THE WAIRARAPA AGE. SATURDAY. DECEMBER 2. 1911. <box>310 8 804 27</box>
runs: 6 <box>688 357 692 366</box>
cable-news-heading: CABLE NEWS <box>429 36 557 51</box>
article-body: At the Baptist Church to-morrow night, Pastor Swinerd will continue his subject on "The Salvation Army." The services at the Salvation Army to-morrow will be conducted by Staff-Captain Newbold. The Staff-Captain, who is attached to the Provincial headquarters at Wellington, is an old officer of the local corps, and will be delighted to renew acquaintance with old friends. The Rev. A. T. Thompson, M.A., B.D., will conduct the services at Knox Church to-morrow morning and evening. Mr G. Fallu will take the services at Kaitoma in the afternoon, and Mr B. Feist will take charge at Kopuaranga in the afternoon. The Rev. J. R. Pearson will conduct the morning service in the Methodist Church to-morrow. The evening service at Kuripuni, and the afternoon service at Upper Plain. The Rev. C. Bell will conduct the services in the Congregational Church on Sunday. The Rev. G. Hodge will conduct the services in the Congregational Church on Sunday next at 11 a.m. <box>294 835 422 1051</box>
article-body: The Sydney Cricket Association has decided to adopt strong measures to suppress the barracking to which the English team has been unnecessarily subjected on account of their slow scoring. The Secretary of the Carlton Cricket Club has received word from the Featherston Club stating that they are unable to place a team in the field. Consequently the match, Carlton v. South Wairarapa, will be played to-day. The following will represent St. Matthew's juniors against Mauriceville on the Park Oval this afternoon, commencing at 2.30 sharp:—A. Vile, F. Crosbie, H. Russell, H. Walker, H. Braggins, C. Miller, W. Shackleton, C. Cole, H. Lawton, W. Morris, J. Cornell. <box>565 686 692 833</box>
runs: 2 <box>688 331 692 340</box>
news-paragraph: Messrs C. Smith, Ltd., in a register advertisement, draw attention to their special consignment of goods, suitable for Christmas gifts. These have been very carefully selected by Mr W. H. Smith, who has charge of the London business of the firm. Particulars may be found on page 6 of this issue. <box>8 161 151 222</box>
dateline: SYDNEY, December 1. <box>727 134 799 144</box>
press-credit: (United Press Association—By Electric Telegraph—Copyright.) <box>571 52 686 69</box>
subheadline: THOMPSON—PAYNE PICTURES. <box>838 328 958 338</box>
article-body: The Governor visited Oamaru for the first time to-day, arriving from the South at 11.39 a.m. He was accorded a civic welcome at the station, and conveyed to the Town Hall, where the Mayor and Councillors and other public citizens. In the afternoon he visited the Waitaki High School sports, and in the evening will be the guest of Mr John Reid, of Elderslie. <box>159 449 287 528</box>
batsman: J. W. McLaren, b Foster <box>565 331 635 340</box>
cable-news-heading: CABLE NEWS <box>834 36 962 51</box>
subheadline: REPORT STAGE PASSED. <box>990 104 1086 114</box>
dateline: LONDON, December 1. <box>186 232 260 242</box>
column-divider <box>290 36 291 1536</box>
press-credit: (United Press Association—By Electric Telegraph—Copyright.) <box>706 52 820 69</box>
score-row <box>565 468 692 477</box>
headline: VARIOUS CABLES <box>969 73 1107 92</box>
received-time: (Received Last Night, 11 o'clock.) <box>172 327 274 337</box>
article-body: Frederick Johnston, aged 25, single, was killed at Nydia Bay to-day by a log rolling off a breaking-down bench at which he was working. The deceased, who was employed by the Marlborough Timber Company, was a native of Whangaparoa, near Auckland. <box>8 511 151 564</box>
subheadline: TALK OF AN ACCOMPLICE. <box>712 112 814 122</box>
dateline: SYDNEY, December 1. <box>593 675 664 685</box>
dateline: TEHERAN, December 1. <box>860 275 936 285</box>
article-body: At the wool sales, a good selection was offered. There was strong competition at opening rates. <box>969 405 1107 432</box>
vote-line-restoration: I VOTE for LOCAL RESTORATION. <box>855 911 895 1534</box>
headline: CHURCH SERVICES. <box>294 815 422 834</box>
ad-agent: R. POOK, Masterton Agent. <box>586 1238 671 1248</box>
received-time: (Received Last Night, 9.45 a.m.) <box>580 562 677 572</box>
